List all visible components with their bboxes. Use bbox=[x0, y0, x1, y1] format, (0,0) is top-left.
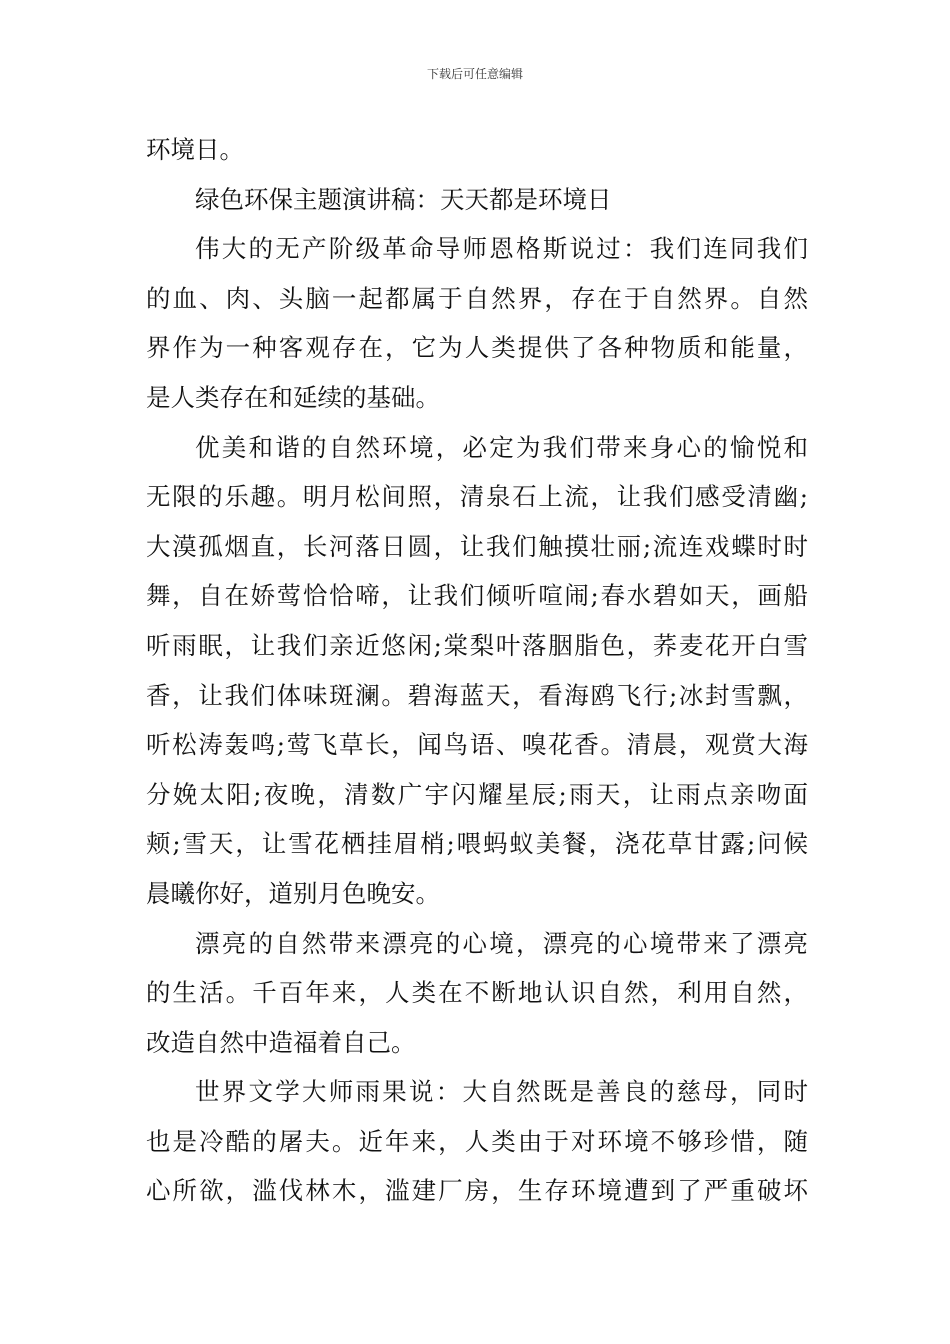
text-line: 世界文学大师雨果说：大自然既是善良的慈母，同时 bbox=[195, 1077, 808, 1107]
text-line: 无限的乐趣。明月松间照，清泉石上流，让我们感受清幽; bbox=[146, 482, 808, 512]
text-line: 舞，自在娇莺恰恰啼，让我们倾听喧闹;春水碧如天，画船 bbox=[146, 581, 808, 611]
text-line: 优美和谐的自然环境，必定为我们带来身心的愉悦和 bbox=[195, 432, 808, 462]
text-line: 听雨眠，让我们亲近悠闲;棠梨叶落胭脂色，荞麦花开白雪 bbox=[146, 630, 808, 660]
text-line: 晨曦你好，道别月色晚安。 bbox=[146, 878, 440, 908]
text-line: 伟大的无产阶级革命导师恩格斯说过：我们连同我们 bbox=[195, 234, 808, 264]
text-line: 漂亮的自然带来漂亮的心境，漂亮的心境带来了漂亮 bbox=[195, 928, 808, 958]
text-line: 分娩太阳;夜晚，清数广宇闪耀星辰;雨天，让雨点亲吻面 bbox=[146, 779, 808, 809]
text-line: 心所欲，滥伐林木，滥建厂房，生存环境遭到了严重破坏 bbox=[146, 1176, 808, 1206]
text-line: 的血、肉、头脑一起都属于自然界，存在于自然界。自然 bbox=[146, 283, 808, 313]
document-body bbox=[146, 125, 808, 1216]
section-title: 绿色环保主题演讲稿：天天都是环境日 bbox=[195, 184, 612, 214]
text-line: 的生活。千百年来，人类在不断地认识自然，利用自然， bbox=[146, 978, 808, 1008]
text-line: 大漠孤烟直，长河落日圆，让我们触摸壮丽;流连戏蝶时时 bbox=[146, 531, 808, 561]
text-line: 环境日。 bbox=[146, 135, 244, 164]
text-line: 改造自然中造福着自己。 bbox=[146, 1027, 416, 1057]
text-line: 颊;雪天，让雪花栖挂眉梢;喂蚂蚁美餐，浇花草甘露;问候 bbox=[146, 829, 808, 859]
text-line: 香，让我们体味斑澜。碧海蓝天，看海鸥飞行;冰封雪飘， bbox=[146, 680, 808, 710]
text-line: 界作为一种客观存在，它为人类提供了各种物质和能量， bbox=[146, 333, 808, 363]
text-line: 是人类存在和延续的基础。 bbox=[146, 382, 440, 412]
text-line: 听松涛轰鸣;莺飞草长，闻鸟语、嗅花香。清晨，观赏大海 bbox=[146, 730, 808, 760]
page-header-note: 下载后可任意编辑 bbox=[426, 67, 523, 81]
text-line: 也是冷酷的屠夫。近年来，人类由于对环境不够珍惜，随 bbox=[146, 1126, 808, 1156]
